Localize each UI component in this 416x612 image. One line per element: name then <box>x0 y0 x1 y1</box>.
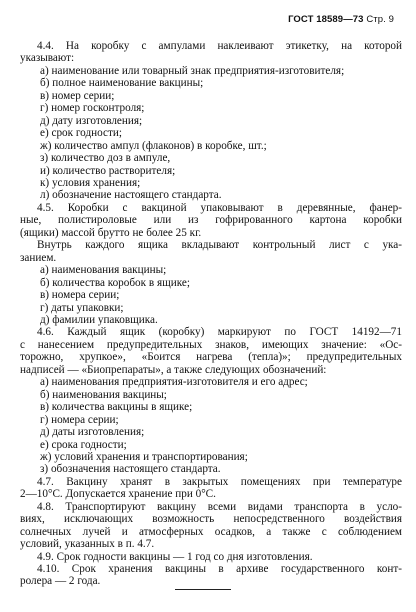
list-item: з) обозначения настоящего стандарта. <box>40 463 221 476</box>
paragraph-4-7: 4.7. Вакцину хранят в закрытых помещениях при температуре <box>37 475 402 488</box>
paragraph-4-9: 4.9. Срок годности вакцины — 1 год со дня изготовления. <box>37 550 313 563</box>
list-item: б) наименования вакцины; <box>40 388 167 401</box>
text-line: ролера — 2 года. <box>20 575 101 588</box>
text-line: Внутрь каждого ящика вкладывают контрольный лист с ука- <box>37 239 402 252</box>
text-line: 2—10°С. Допускается хранение при 0°С. <box>20 488 216 501</box>
page-number: Стр. 9 <box>366 14 394 25</box>
paragraph-4-6: 4.6. Каждый ящик (коробку) маркируют по ГОСТ 14192—71 <box>37 326 402 339</box>
list-item: в) номер серии; <box>40 89 115 102</box>
text-line: ные, полистироловые или из гофрированного картона коробки <box>20 214 402 227</box>
text-line: указывают: <box>20 52 75 65</box>
paragraph-4-10: 4.10. Срок хранения вакцины в архиве государственного конт- <box>37 563 402 576</box>
text-line: солнечных лучей и атмосферных осадков, а также с соблюдением <box>20 525 402 538</box>
list-item: е) срока годности; <box>40 438 127 451</box>
list-item: д) фамилии упаковщика. <box>40 313 158 326</box>
list-item: ж) условий хранения и транспортирования; <box>40 450 248 463</box>
list-item: д) даты изготовления; <box>40 426 145 439</box>
paragraph-4-8: 4.8. Транспортируют вакцину всеми видами транспорта в усло- <box>37 500 402 513</box>
list-item: и) количество растворителя; <box>40 164 176 177</box>
list-item: д) дату изготовления; <box>40 114 143 127</box>
text-line: с нанесением предупредительных знаков, имеющих значение: «Ос- <box>20 338 402 351</box>
paragraph-4-4: 4.4. На коробку с ампулами наклеивают этикетку, на которой <box>37 40 402 52</box>
page-header <box>288 14 394 25</box>
list-item: а) наименования вакцины; <box>40 264 167 277</box>
list-item: в) номера серии; <box>40 289 120 302</box>
list-item: г) даты упаковки; <box>40 301 124 314</box>
list-item: в) количества вакцины в ящике; <box>40 401 193 414</box>
standard-designation: ГОСТ 18589—73 <box>288 14 364 25</box>
list-item: а) наименование или товарный знак предприятия-изготовителя; <box>40 64 345 77</box>
list-item: г) номер госконтроля; <box>40 102 145 115</box>
list-item: б) количества коробок в ящике; <box>40 276 190 289</box>
list-item: ж) количество ампул (флаконов) в коробке, шт.; <box>40 139 267 152</box>
text-line: условий, указанных в п. 4.7. <box>20 538 155 551</box>
text-line: виях, исключающих возможность непосредственного воздействия <box>20 513 402 526</box>
list-item: а) наименования предприятия-изготовителя и его адрес; <box>40 376 308 389</box>
closing-rule <box>175 589 231 590</box>
text-line: (ящики) массой брутто не более 25 кг. <box>20 226 202 239</box>
list-item: з) количество доз в ампуле, <box>40 152 171 165</box>
document-body <box>20 40 402 588</box>
text-line: надписей — «Биопрепараты», а также следующих обозначений: <box>20 363 327 376</box>
text-line: занием. <box>20 251 57 264</box>
paragraph-4-5: 4.5. Коробки с вакциной упаковывают в деревянные, фанер- <box>37 201 402 214</box>
list-item: б) полное наименование вакцины; <box>40 77 204 90</box>
text-line: торожно, хрупкое», «Боится нагрева (тепла)»; предупредительных <box>20 351 402 364</box>
list-item: г) номера серии; <box>40 413 119 426</box>
list-item: к) условия хранения; <box>40 176 141 189</box>
list-item: л) обозначение настоящего стандарта. <box>40 189 222 202</box>
list-item: е) срок годности; <box>40 127 122 140</box>
